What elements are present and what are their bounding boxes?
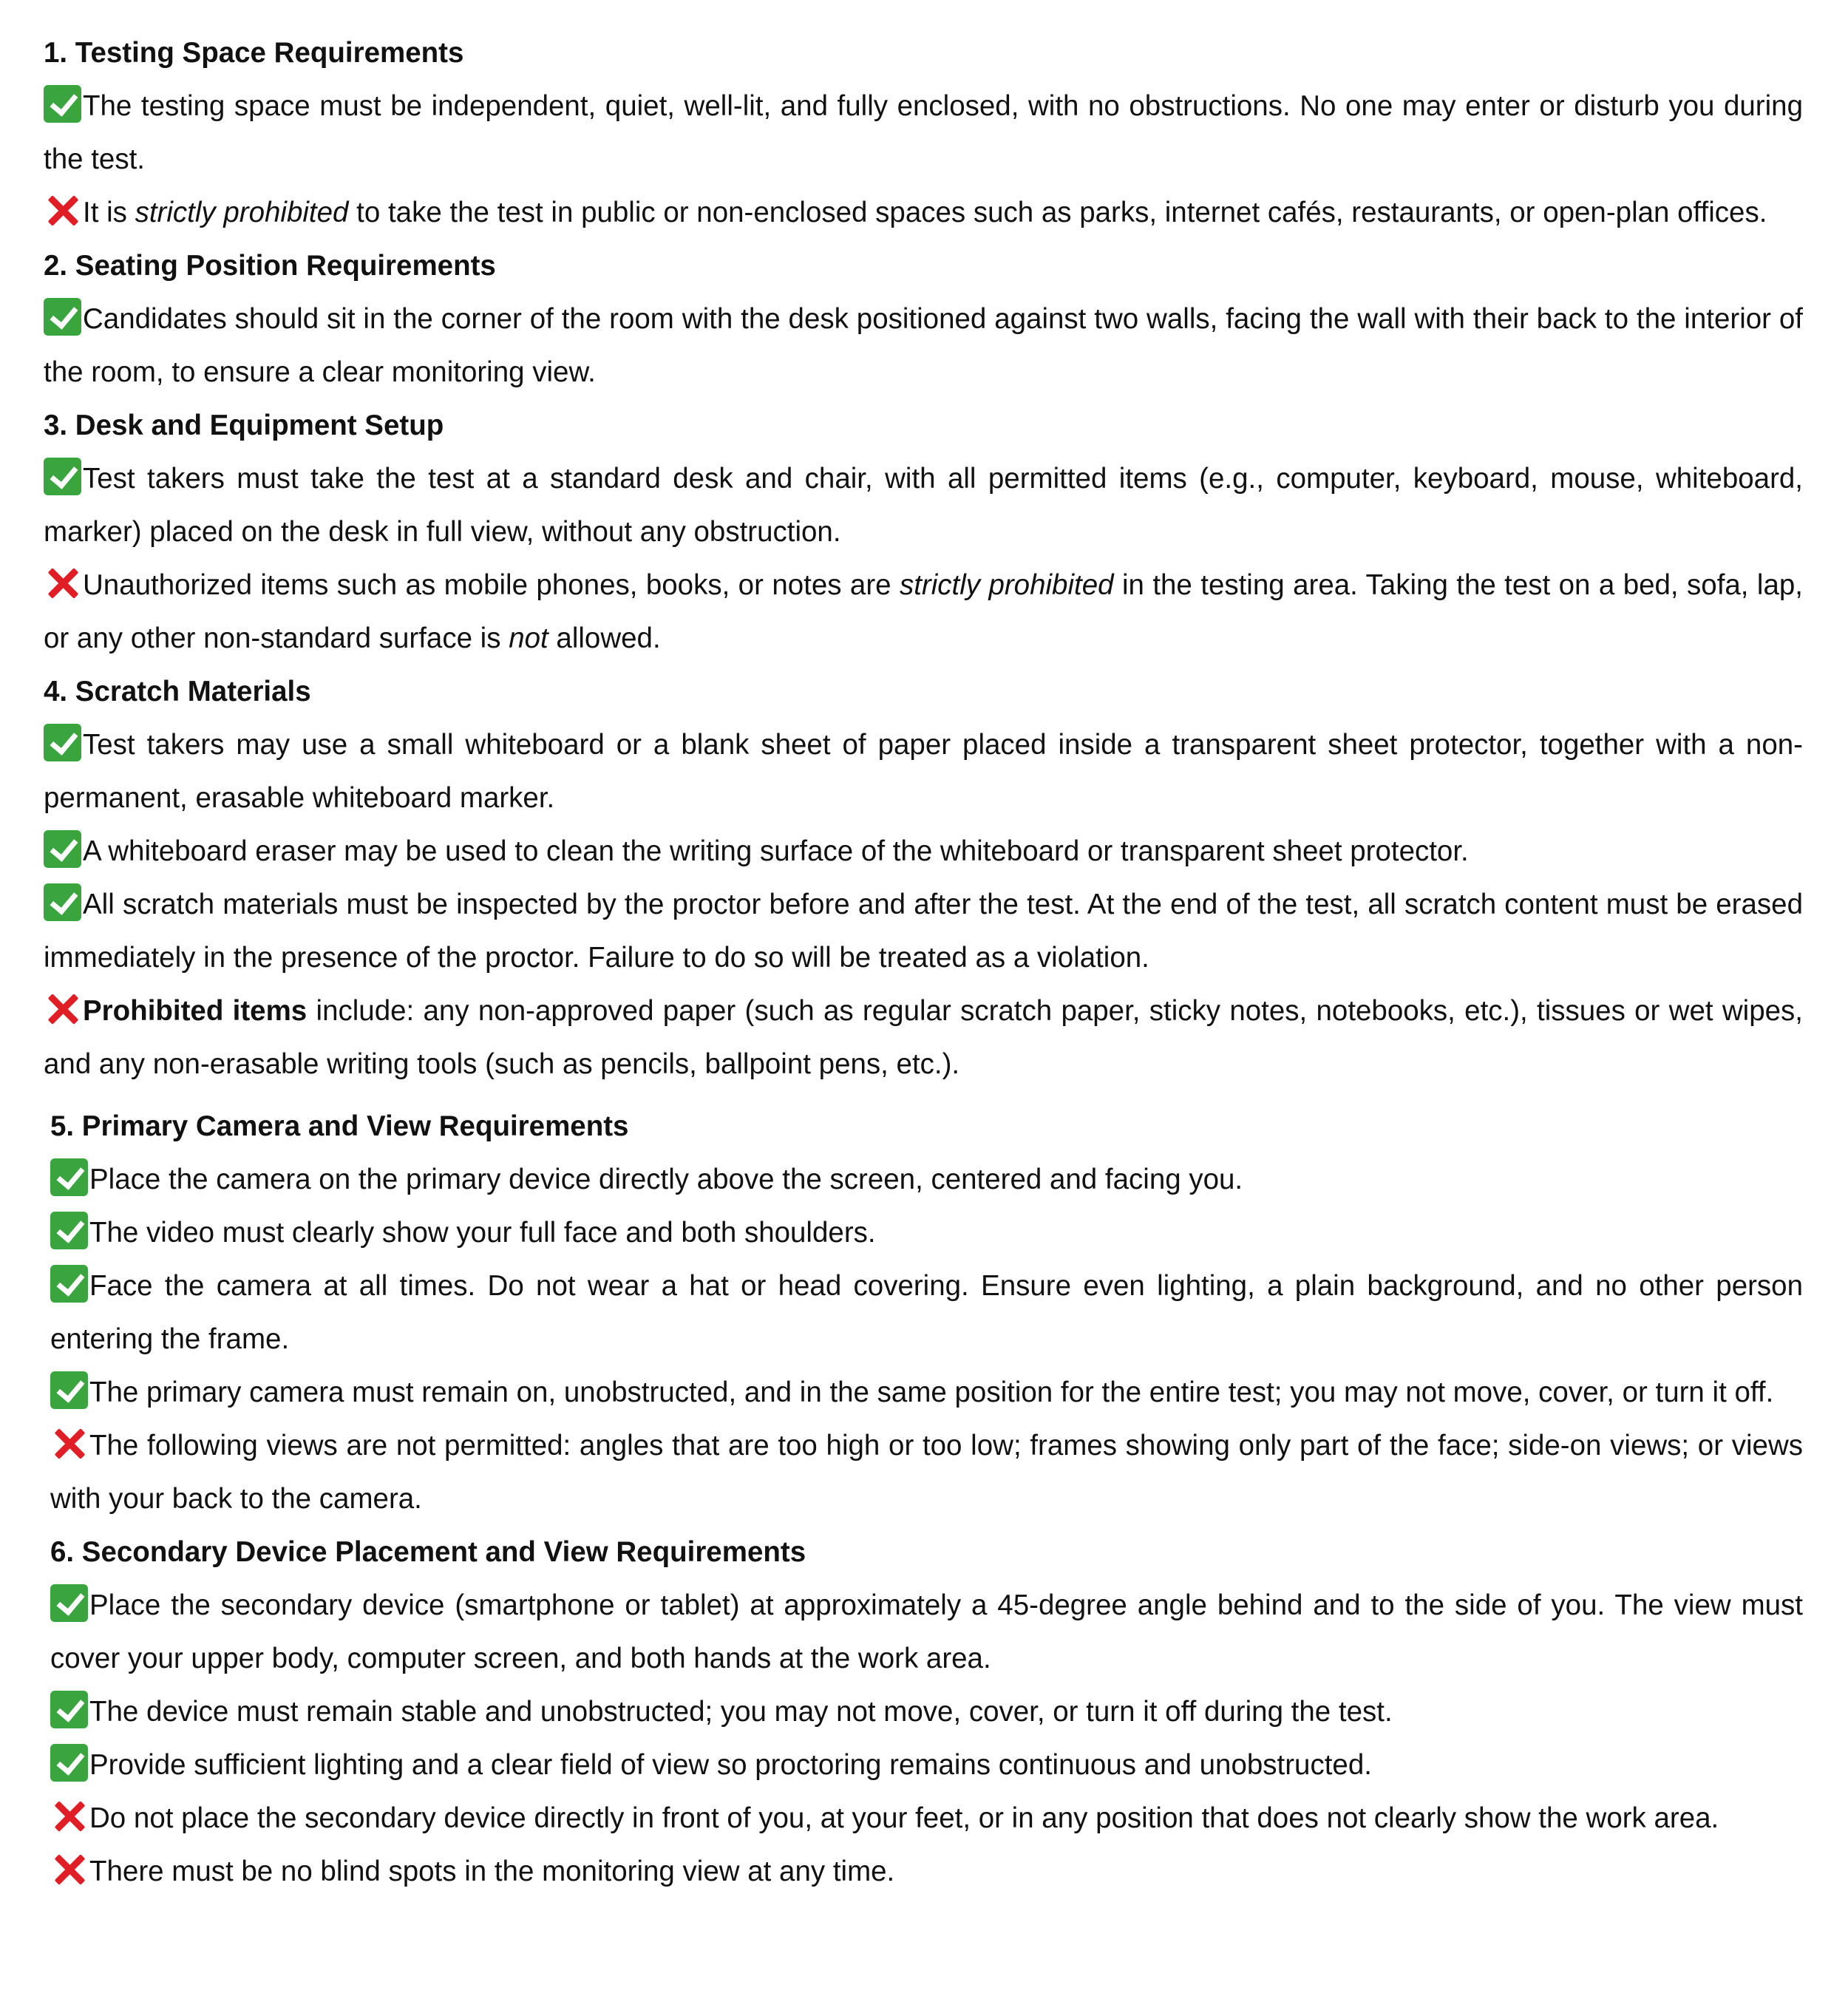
red-cross-icon [50, 1850, 88, 1888]
section-4-heading: 4. Scratch Materials [44, 676, 311, 707]
section-4-item-2: A whiteboard eraser may be used to clean the writing surface of the whiteboard or transparent sheet protector. [44, 825, 1803, 878]
section-5-item-1: Place the camera on the primary device directly above the screen, centered and facing you. [50, 1153, 1803, 1206]
document-part-2 [0, 1091, 1848, 1898]
section-6-item-4: Do not place the secondary device directly in front of you, at your feet, or in any position that does not clearly show the work area. [50, 1792, 1803, 1845]
section-2-heading: 2. Seating Position Requirements [44, 250, 496, 282]
green-check-icon [50, 1158, 88, 1196]
section-6-item-5: There must be no blind spots in the monitoring view at any time. [50, 1845, 1803, 1898]
red-cross-icon [44, 191, 81, 229]
green-check-icon [50, 1691, 88, 1728]
section-3-heading: 3. Desk and Equipment Setup [44, 410, 444, 441]
section-6-heading: 6. Secondary Device Placement and View Requirements [50, 1536, 806, 1568]
section-3-item-1: Test takers must take the test at a standard desk and chair, with all permitted items (e.g., computer, keyboard, mouse, whiteboard, marker) placed on the desk in full view, without any obstruction. [44, 452, 1803, 559]
red-cross-icon [44, 564, 81, 602]
section-6-item-1: Place the secondary device (smartphone or tablet) at approximately a 45-degree angle behind and to the side of you. The view must cover your upper body, computer screen, and both hands at the work area. [50, 1579, 1803, 1686]
section-5-item-3: Face the camera at all times. Do not wear a hat or head covering. Ensure even lighting, a plain background, and no other person entering the frame. [50, 1260, 1803, 1366]
green-check-icon [44, 85, 81, 123]
section-5-heading: 5. Primary Camera and View Requirements [50, 1110, 629, 1142]
green-check-icon [50, 1371, 88, 1409]
red-cross-icon [44, 990, 81, 1028]
green-check-icon [44, 883, 81, 921]
red-cross-icon [50, 1425, 88, 1462]
section-5-item-2: The video must clearly show your full face and both shoulders. [50, 1206, 1803, 1260]
section-2-item-1: Candidates should sit in the corner of the room with the desk positioned against two walls, facing the wall with their back to the interior of the room, to ensure a clear monitoring view. [44, 293, 1803, 399]
section-1-heading: 1. Testing Space Requirements [44, 37, 464, 69]
green-check-icon [50, 1265, 88, 1303]
section-1-item-1: The testing space must be independent, quiet, well-lit, and fully enclosed, with no obstructions. No one may enter or disturb you during the test. [44, 80, 1803, 186]
green-check-icon [44, 298, 81, 336]
section-6-item-3: Provide sufficient lighting and a clear field of view so proctoring remains continuous and unobstructed. [50, 1739, 1803, 1792]
section-4-item-1: Test takers may use a small whiteboard or a blank sheet of paper placed inside a transparent sheet protector, together with a non-permanent, erasable whiteboard marker. [44, 719, 1803, 825]
green-check-icon [44, 458, 81, 495]
green-check-icon [50, 1584, 88, 1622]
green-check-icon [50, 1212, 88, 1249]
section-6-item-2: The device must remain stable and unobstructed; you may not move, cover, or turn it off during the test. [50, 1686, 1803, 1739]
red-cross-icon [50, 1797, 88, 1835]
section-5-item-4: The primary camera must remain on, unobstructed, and in the same position for the entire test; you may not move, cover, or turn it off. [50, 1366, 1803, 1419]
green-check-icon [44, 830, 81, 868]
green-check-icon [50, 1744, 88, 1782]
section-5-item-5: The following views are not permitted: angles that are too high or too low; frames showing only part of the face; side-on views; or views with your back to the camera. [50, 1419, 1803, 1526]
section-3-item-2: Unauthorized items such as mobile phones, books, or notes are strictly prohibited in the testing area. Taking the test on a bed, sofa, lap, or any other non-standard surface is not allowed. [44, 559, 1803, 665]
section-4-item-4: Prohibited items include: any non-approved paper (such as regular scratch paper, sticky notes, notebooks, etc.), tissues or wet wipes, and any non-erasable writing tools (such as pencils, ballpoint pens, etc.). [44, 985, 1803, 1091]
green-check-icon [44, 724, 81, 761]
section-4-item-3: All scratch materials must be inspected by the proctor before and after the test. At the end of the test, all scratch content must be erased immediately in the presence of the proctor. Failure to do so will be treated as a violation. [44, 878, 1803, 985]
section-1-item-2: It is strictly prohibited to take the test in public or non-enclosed spaces such as parks, internet cafés, restaurants, or open-plan offices. [44, 186, 1803, 240]
